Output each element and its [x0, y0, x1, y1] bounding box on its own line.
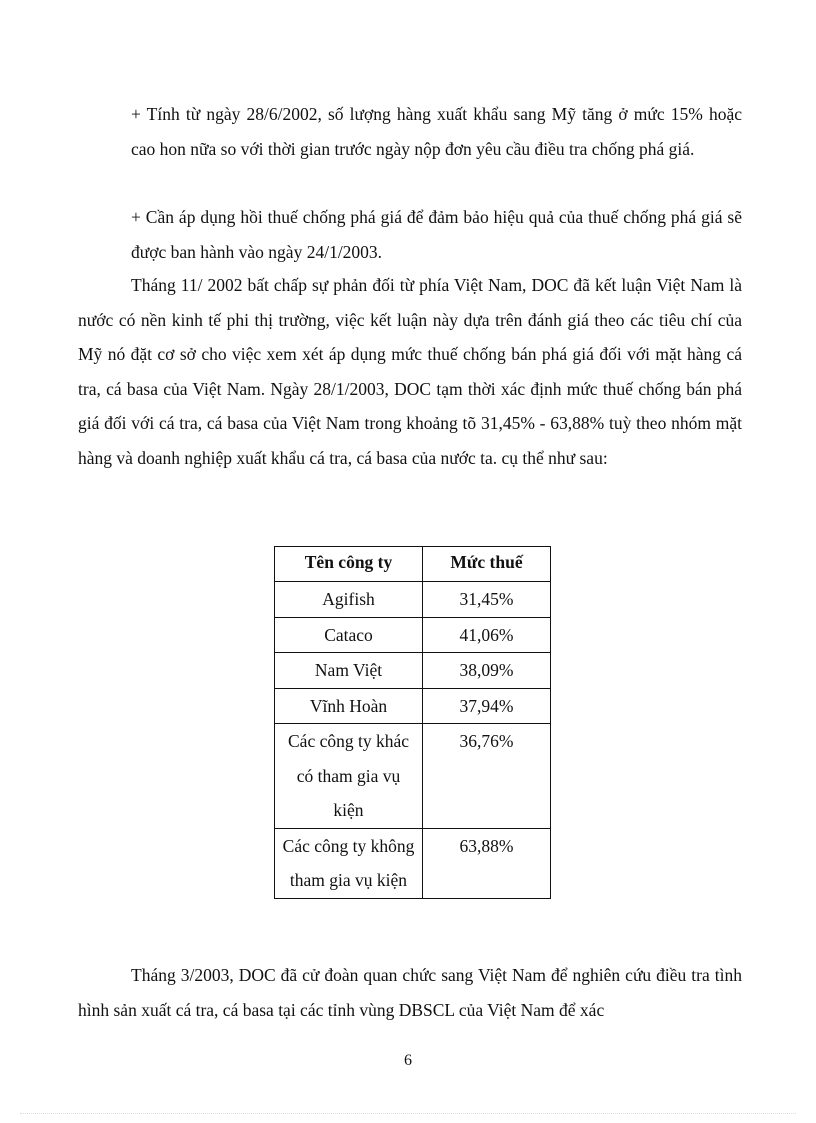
column-header-rate: Mức thuế — [423, 547, 551, 582]
tax-rate: 41,06% — [423, 617, 551, 653]
table-row — [275, 582, 551, 618]
company-name: Cataco — [275, 617, 423, 653]
company-name: Agifish — [275, 582, 423, 618]
company-name: Các công ty khác có tham gia vụ kiện — [275, 724, 423, 829]
tax-rate: 31,45% — [423, 582, 551, 618]
tax-rate: 63,88% — [423, 828, 551, 898]
table-row — [275, 617, 551, 653]
table-header-row — [275, 547, 551, 582]
table-row — [275, 653, 551, 689]
page-bottom-divider — [20, 1113, 796, 1114]
table-row — [275, 688, 551, 724]
company-name: Vĩnh Hoàn — [275, 688, 423, 724]
company-name: Các công ty không tham gia vụ kiện — [275, 828, 423, 898]
paragraph-export-volume: + Tính từ ngày 28/6/2002, số lượng hàng xuất khẩu sang Mỹ tăng ở mức 15% hoặc cao hon nữa so với thời gian trước ngày nộp đơn yêu cầu điều tra chống phá giá. — [131, 104, 742, 159]
paragraph-doc-conclusion: Tháng 11/ 2002 bất chấp sự phản đối từ phía Việt Nam, DOC đã kết luận Việt Nam là nước có nền kinh tế phi thị trường, việc kết luận này dựa trên đánh giá theo các tiêu chí của Mỹ nó đặt cơ sở cho việc xem xét áp dụng mức thuế chống bán phá giá đối với mặt hàng cá tra, cá basa của Việt Nam. Ngày 28/1/2003, DOC tạm thời xác định mức thuế chống bán phá giá đối với cá tra, cá basa của Việt Nam trong khoảng tõ 31,45% - 63,88% tuỳ theo nhóm mặt hàng và doanh nghiệp xuất khẩu cá tra, cá basa của nước ta. cụ thể như sau: — [78, 275, 742, 468]
paragraph-retroactive-duty: + Cần áp dụng hồi thuế chống phá giá để đảm bảo hiệu quả của thuế chống phá giá sẽ được ban hành vào ngày 24/1/2003. — [131, 207, 742, 262]
page-number: 6 — [404, 1052, 412, 1069]
tax-rate: 37,94% — [423, 688, 551, 724]
table-row — [275, 828, 551, 898]
company-name: Nam Việt — [275, 653, 423, 689]
paragraph-doc-delegation: Tháng 3/2003, DOC đã cử đoàn quan chức sang Việt Nam để nghiên cứu điều tra tình hình sản xuất cá tra, cá basa tại các tỉnh vùng DBSCL của Việt Nam để xác — [78, 965, 742, 1020]
table-row — [275, 724, 551, 829]
tax-rate: 36,76% — [423, 724, 551, 829]
antidumping-tax-table — [274, 546, 551, 899]
tax-rate: 38,09% — [423, 653, 551, 689]
column-header-company: Tên công ty — [275, 547, 423, 582]
